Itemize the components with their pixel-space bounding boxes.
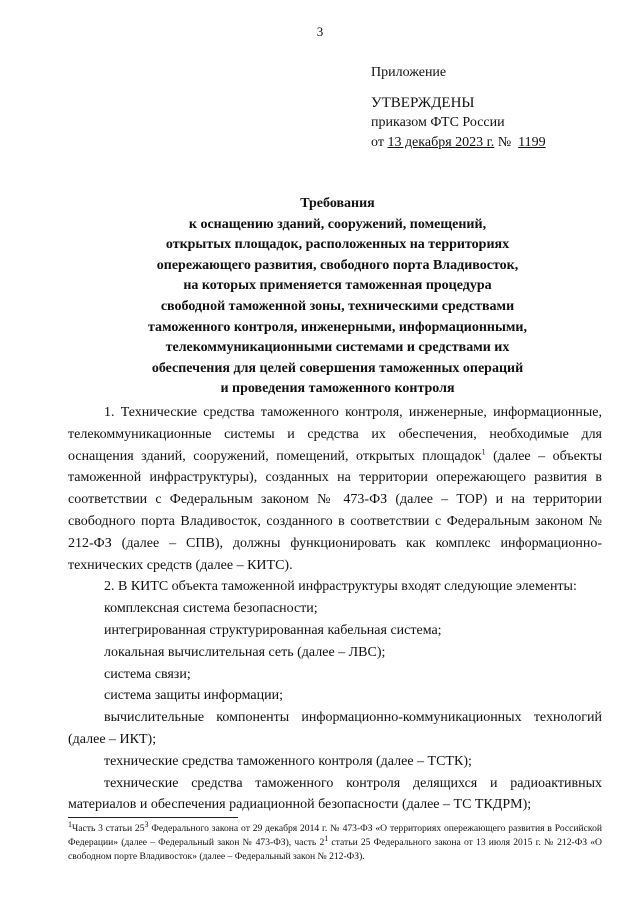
document-title bbox=[70, 194, 605, 400]
footnote-sup-a: 3 bbox=[144, 819, 149, 829]
title-line: Требования bbox=[300, 196, 375, 211]
footnote-separator bbox=[68, 817, 238, 818]
footnote-text-b: Федерального закона от 29 декабря 2014 г. № 473-ФЗ «О территориях опережающего развития в Российской Федерации» (далее – Федеральный закон № 473-ФЗ), часть 2 bbox=[68, 823, 602, 848]
paragraph-1-text-b: (далее – объекты таможенной инфраструктуры), созданных на территории опережающего развития в соответствии с Федеральным законом № 473-ФЗ (далее – ТОР) и на территории свободного порта Владивосток, созданного в соответствии с Федеральным законом № 212-ФЗ (далее – СПВ), должны функционировать как комплекс информационно-технических средств (далее – КИТС). bbox=[68, 448, 602, 573]
list-item: система защиты информации; bbox=[104, 688, 283, 704]
title-line: к оснащению зданий, сооружений, помещений, bbox=[188, 216, 487, 232]
page-number: 3 bbox=[316, 24, 324, 39]
title-line: на которых применяется таможенная процедура bbox=[183, 278, 492, 294]
list-item: система связи; bbox=[104, 666, 191, 682]
footnote-ref: 1 bbox=[481, 446, 486, 456]
paragraph-1 bbox=[68, 402, 602, 576]
footnote-sup-b: 1 bbox=[324, 833, 329, 843]
title-line: таможенного контроля, инженерными, информационными, bbox=[147, 319, 527, 335]
title-line: открытых площадок, расположенных на территориях bbox=[165, 237, 510, 253]
list-item: технические средства таможенного контроля делящихся и радиоактивных материалов и обеспечения радиационной безопасности (далее – ТС ТКДРМ); bbox=[68, 775, 602, 813]
title-line: опережающего развития, свободного порта Владивосток, bbox=[156, 257, 519, 273]
from-label: от bbox=[371, 135, 384, 150]
footnote bbox=[68, 819, 602, 864]
order-date: 13 декабря 2023 г. bbox=[387, 135, 495, 150]
approval-block bbox=[371, 63, 546, 153]
list-item: комплексная система безопасности; bbox=[104, 601, 318, 617]
title-line: и проведения таможенного контроля bbox=[220, 381, 455, 397]
number-sign: № bbox=[497, 135, 512, 150]
title-line: свободной таможенной зоны, техническими средствами bbox=[160, 298, 515, 314]
footnote-text-c: статьи 25 Федерального закона от 13 июля 2015 г. № 212-ФЗ «О свободном порте Владивосток» (далее – Федеральный закон № 212-ФЗ). bbox=[68, 837, 602, 862]
list-item: технические средства таможенного контроля (далее – ТСТК); bbox=[104, 753, 472, 769]
title-line: обеспечения для целей совершения таможенных операций bbox=[151, 360, 524, 376]
footnote-marker: 1 bbox=[68, 819, 72, 829]
order-of-label: приказом ФТС России bbox=[371, 115, 505, 130]
list-item: интегрированная структурированная кабельная система; bbox=[104, 622, 442, 638]
document-body bbox=[68, 402, 602, 816]
order-date-line bbox=[371, 133, 546, 153]
list-item: локальная вычислительная сеть (далее – ЛВС); bbox=[104, 644, 386, 660]
title-line: телекоммуникационными системами и средствами их bbox=[165, 340, 510, 356]
appendix-label: Приложение bbox=[371, 65, 447, 80]
footnote-text-a: Часть 3 статьи 25 bbox=[72, 823, 145, 834]
approval-gap bbox=[371, 83, 546, 93]
list-item: вычислительные компоненты информационно-коммуникационных технологий (далее – ИКТ); bbox=[68, 710, 602, 747]
approved-label: УТВЕРЖДЕНЫ bbox=[371, 95, 475, 111]
paragraph-1-text-a: 1. Технические средства таможенного контроля, инженерные, информационные, телекоммуникационные системы и средства их обеспечения, необходимые для оснащения зданий, сооружений, помещений, открытых площадок bbox=[68, 405, 602, 464]
paragraph-2: 2. В КИТС объекта таможенной инфраструктуры входят следующие элементы: bbox=[104, 579, 577, 595]
order-number: 1199 bbox=[518, 135, 546, 150]
